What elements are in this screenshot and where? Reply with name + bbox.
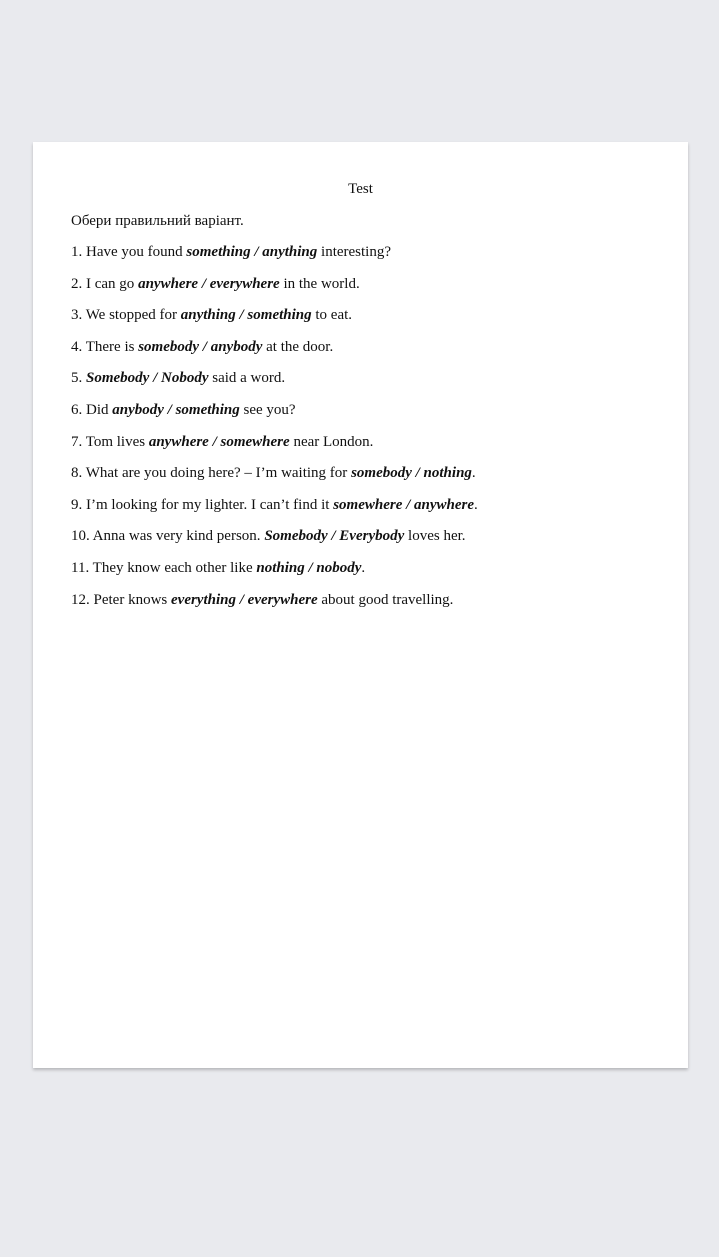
item-text: 7. Tom lives [71,433,149,450]
item-text: loves her. [404,528,466,545]
item-text: about good travelling. [317,591,454,608]
item-options: somebody / anybody [138,338,263,355]
item-text: 3. We stopped for [71,307,181,324]
exercise-item [71,496,478,528]
exercise-item [71,559,478,591]
item-text: in the world. [279,275,360,292]
item-text: 4. There is [71,338,139,355]
item-text: 1. Have you found [71,244,187,260]
item-text: . [474,496,478,513]
document-title: Test [348,181,373,197]
exercise-item [71,275,478,307]
item-text: at the door. [262,338,334,355]
item-text: 9. I’m looking for my lighter. I can’t find it [71,496,334,513]
item-options: something / anything [186,244,318,260]
exercise-item [71,306,478,338]
item-options: everything / everywhere [171,591,318,608]
item-text: to eat. [311,307,353,324]
item-text: 10. Anna was very kind person. [71,528,265,545]
item-text: 12. Peter knows [71,591,171,608]
item-text: interesting? [317,244,392,260]
item-options: Somebody / Nobody [86,370,209,387]
item-text: 11. They know each other like [71,559,257,576]
item-options: anywhere / everywhere [138,275,280,292]
item-text: near London. [289,433,374,450]
item-options: Somebody / Everybody [264,528,405,545]
exercise-item [71,401,478,433]
item-options: somewhere / anywhere [333,496,475,513]
item-text: 6. Did [71,401,113,418]
item-options: anybody / something [112,401,240,418]
exercise-item [71,591,478,623]
item-options: somebody / nothing [351,465,472,482]
exercise-item [71,433,478,465]
document-page [33,142,688,1068]
item-text: . [471,465,476,482]
item-text: 2. I can go [71,275,139,292]
item-options: anywhere / somewhere [148,433,290,450]
exercise-item [71,464,478,496]
exercise-item [71,338,478,370]
item-text: . [361,559,366,576]
item-options: nothing / nobody [256,559,362,576]
exercise-item [71,527,478,559]
exercise-list [71,243,478,622]
item-text: said a word. [208,370,286,387]
item-options: anything / something [180,307,312,324]
item-text: see you? [239,401,296,418]
item-text: 8. What are you doing here? – I’m waiting for [71,465,352,482]
item-text: 5. [71,370,86,387]
exercise-item [71,369,478,401]
instruction-text: Обери правильний варіант. [71,213,244,229]
exercise-item [71,243,478,275]
